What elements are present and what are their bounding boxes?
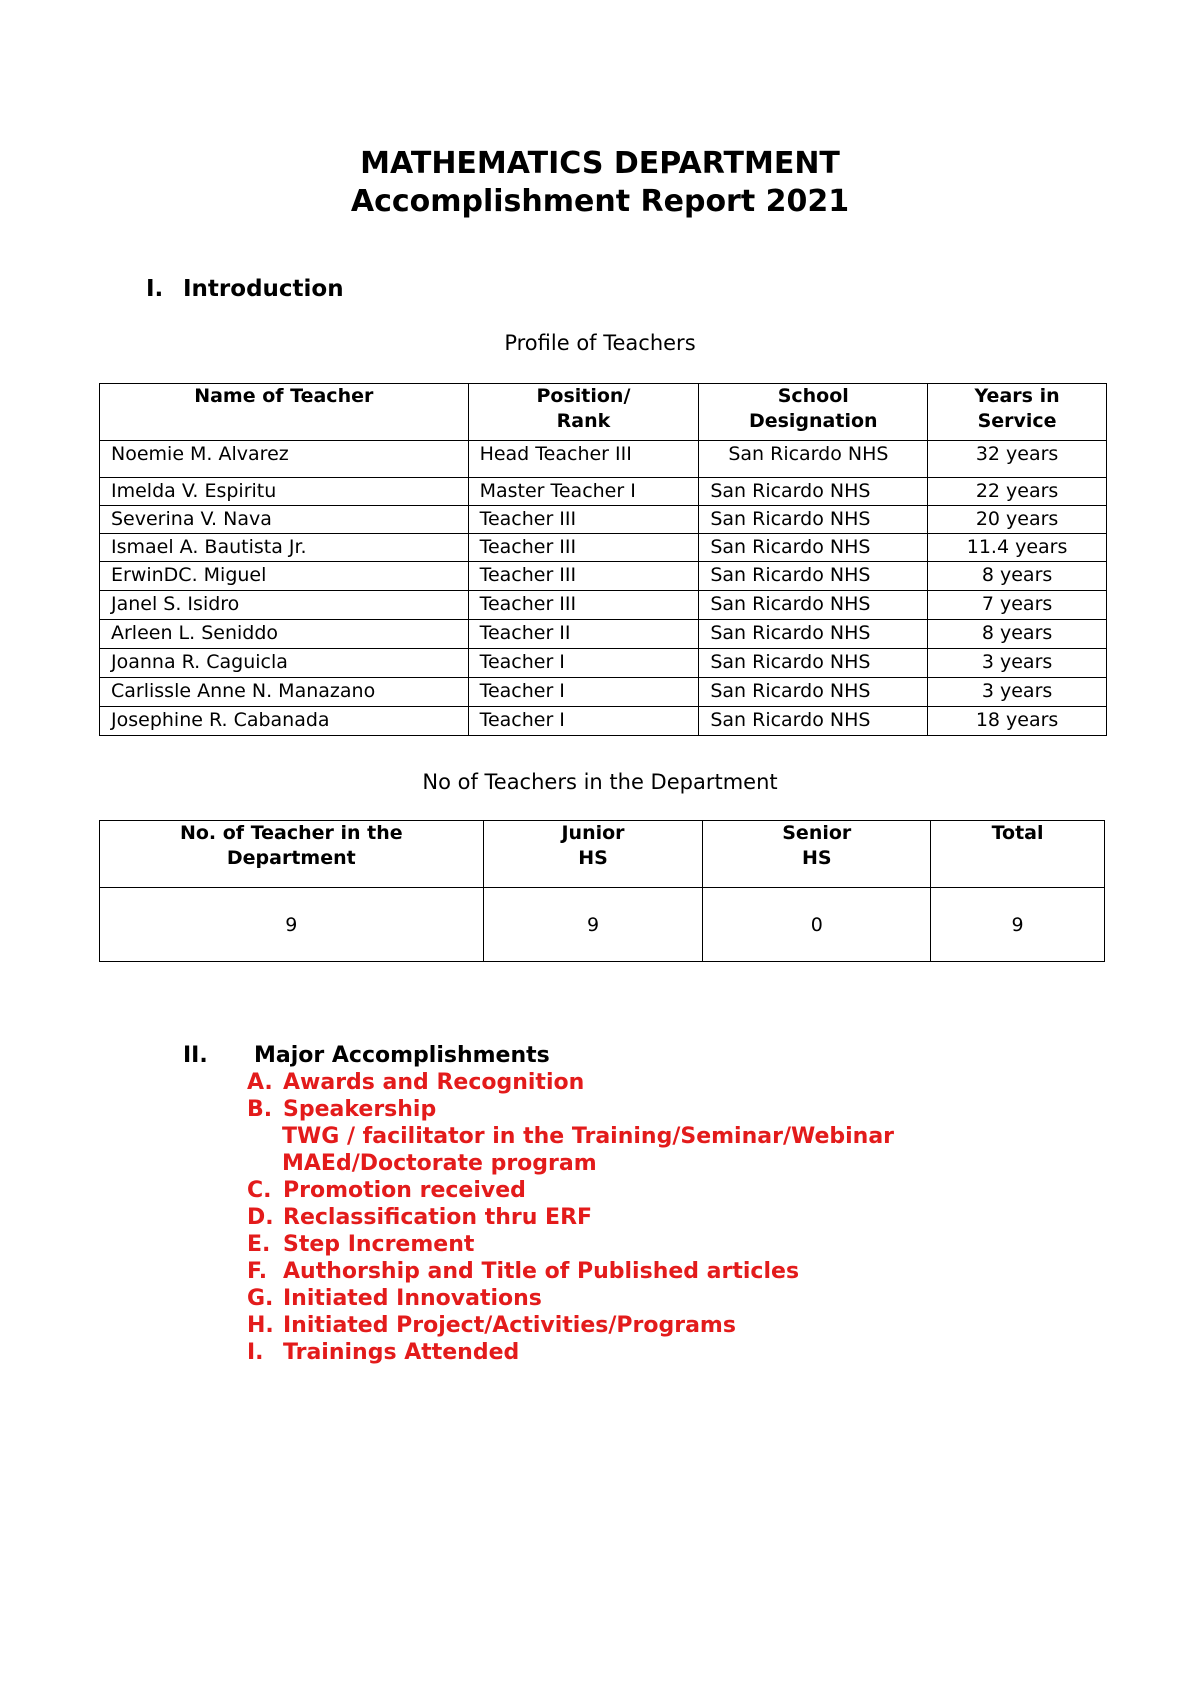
table-cell: 9 [100,888,484,962]
accomplishment-list [247,1069,894,1366]
list-item [247,1150,894,1177]
column-header: Years in Service [928,384,1107,441]
table-cell: Head Teacher III [468,441,699,478]
section-accomplishments-heading [183,1042,550,1069]
table-row [100,506,1107,534]
table-cell: San Ricardo NHS [699,478,928,506]
table-cell: Josephine R. Cabanada [100,707,469,736]
table-row [100,534,1107,562]
table-cell: 18 years [928,707,1107,736]
section-introduction-heading [146,276,344,302]
table-row [100,707,1107,736]
table-cell: San Ricardo NHS [699,591,928,620]
teacher-count-table [99,820,1105,962]
table-cell: 3 years [928,649,1107,678]
column-header: Senior HS [703,821,931,888]
list-item [247,1204,894,1231]
table-cell: 8 years [928,620,1107,649]
table-cell: Teacher III [468,591,699,620]
list-item-text: TWG / facilitator in the Training/Seminar/Webinar [282,1124,895,1149]
count-caption: No of Teachers in the Department [422,770,778,794]
section-number: I. [146,276,164,302]
table-cell: San Ricardo NHS [699,649,928,678]
column-header: Junior HS [483,821,703,888]
column-header: No. of Teacher in the Department [100,821,484,888]
list-item-text: Trainings Attended [283,1340,520,1365]
table-row [100,678,1107,707]
table-cell: 20 years [928,506,1107,534]
table-cell: Teacher III [468,506,699,534]
table-cell: ErwinDC. Miguel [100,562,469,591]
table-cell: San Ricardo NHS [699,707,928,736]
list-item [247,1177,894,1204]
list-marker: B. [247,1097,273,1122]
section-title: Introduction [183,276,344,302]
table-cell: San Ricardo NHS [699,562,928,591]
table-cell: San Ricardo NHS [699,506,928,534]
table-cell: 9 [483,888,703,962]
list-marker: D. [247,1205,274,1230]
table-cell: San Ricardo NHS [699,678,928,707]
table-cell: Imelda V. Espiritu [100,478,469,506]
table-cell: Ismael A. Bautista Jr. [100,534,469,562]
table-cell: 9 [931,888,1105,962]
list-item [247,1339,894,1366]
list-item [247,1258,894,1285]
table-cell: 7 years [928,591,1107,620]
list-item-text: Speakership [283,1097,437,1122]
list-marker: A. [247,1070,273,1095]
list-item [247,1123,894,1150]
table-cell: 22 years [928,478,1107,506]
list-marker: I. [247,1340,264,1365]
table-cell: 32 years [928,441,1107,478]
table-cell: 0 [703,888,931,962]
table-cell: Master Teacher I [468,478,699,506]
list-item-text: Authorship and Title of Published articles [283,1259,800,1284]
list-marker: F. [247,1259,268,1284]
list-item [247,1096,894,1123]
table-cell: Noemie M. Alvarez [100,441,469,478]
table-cell: 3 years [928,678,1107,707]
table-cell: Teacher I [468,678,699,707]
list-item-text: Initiated Project/Activities/Programs [283,1313,736,1338]
column-header: Name of Teacher [100,384,469,441]
section-title: Major Accomplishments [254,1043,550,1068]
list-marker: H. [247,1313,274,1338]
table-cell: 11.4 years [928,534,1107,562]
table-row [100,620,1107,649]
table-cell: San Ricardo NHS [699,441,928,478]
teacher-profile-table [99,383,1107,736]
table-cell: Carlissle Anne N. Manazano [100,678,469,707]
list-marker: C. [247,1178,272,1203]
profile-header-row [100,384,1107,441]
table-cell: Teacher I [468,649,699,678]
list-item-text: MAEd/Doctorate program [282,1151,597,1176]
list-item [247,1231,894,1258]
list-item-text: Awards and Recognition [283,1070,585,1095]
table-row [100,649,1107,678]
table-cell: Teacher III [468,534,699,562]
document-title: MATHEMATICS DEPARTMENT [360,146,840,181]
table-cell: Severina V. Nava [100,506,469,534]
table-cell: Arleen L. Seniddo [100,620,469,649]
table-cell: 8 years [928,562,1107,591]
list-item-text: Promotion received [283,1178,526,1203]
list-item [247,1069,894,1096]
table-cell: San Ricardo NHS [699,534,928,562]
table-row [100,562,1107,591]
count-value-row [100,888,1105,962]
column-header: Position/ Rank [468,384,699,441]
list-marker: E. [247,1232,271,1257]
list-marker: G. [247,1286,274,1311]
table-row [100,441,1107,478]
document-subtitle: Accomplishment Report 2021 [350,184,850,219]
table-cell: San Ricardo NHS [699,620,928,649]
column-header: Total [931,821,1105,888]
section-number: II. [183,1043,208,1068]
list-item-text: Initiated Innovations [283,1286,542,1311]
list-item [247,1285,894,1312]
table-row [100,478,1107,506]
table-cell: Joanna R. Caguicla [100,649,469,678]
profile-caption: Profile of Teachers [504,331,696,355]
table-cell: Teacher II [468,620,699,649]
table-cell: Teacher I [468,707,699,736]
list-item-text: Reclassification thru ERF [283,1205,593,1230]
list-item-text: Step Increment [283,1232,475,1257]
list-item [247,1312,894,1339]
table-cell: Teacher III [468,562,699,591]
table-cell: Janel S. Isidro [100,591,469,620]
column-header: School Designation [699,384,928,441]
table-row [100,591,1107,620]
count-header-row [100,821,1105,888]
